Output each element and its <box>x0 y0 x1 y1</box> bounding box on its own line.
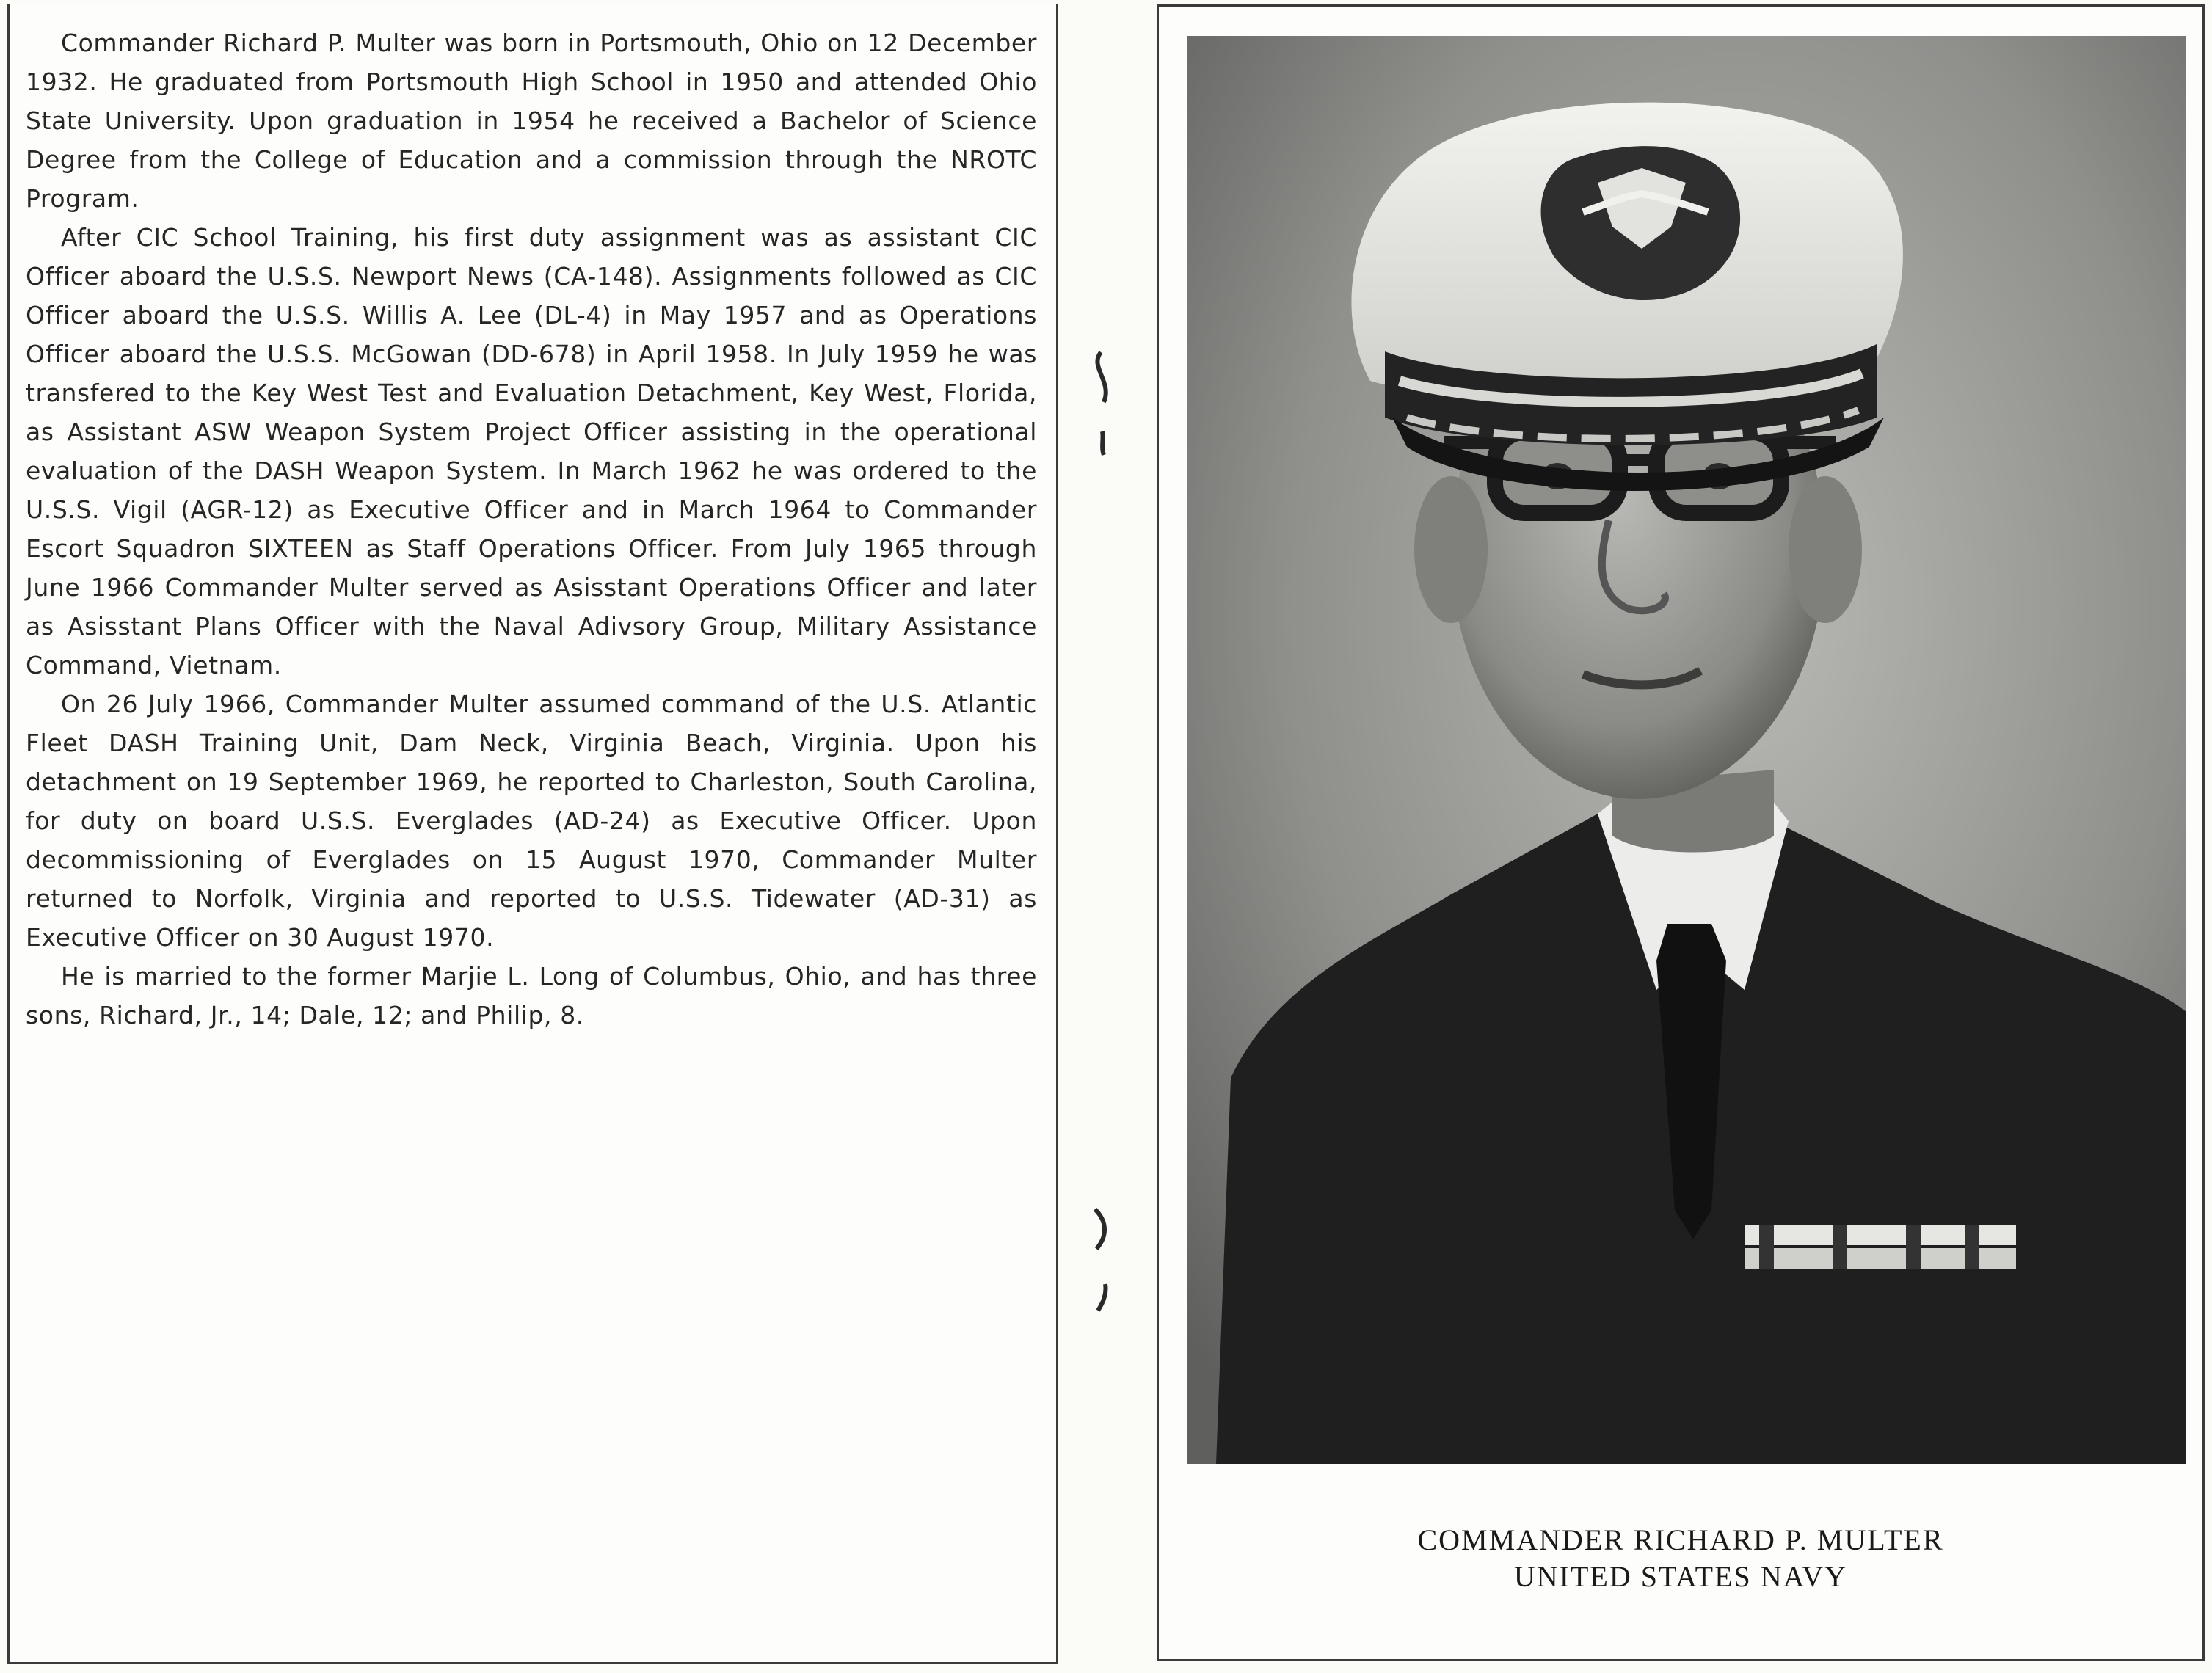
portrait-caption-name: COMMANDER RICHARD P. MULTER <box>1417 1523 1944 1556</box>
biography-paragraph-1: Commander Richard P. Multer was born in Portsmouth, Ohio on 12 December 1932. He graduated from Portsmouth High School in 1950 and attended Ohio State University. Upon graduation in 1954 he received a Bachelor of Science Degree from the College of Education and a commission through the NROTC Program. <box>26 29 1037 213</box>
officer-portrait-photo <box>1187 36 2186 1464</box>
biography-text <box>26 23 1037 1035</box>
biography-paragraph-2: After CIC School Training, his first duty assignment was as assistant CIC Officer aboard the U.S.S. Newport News (CA-148). Assignments followed as CIC Officer aboard the U.S.S. Willis A. Lee (DL-4) in May 1957 and as Operations Officer aboard the U.S.S. McGowan (DD-678) in April 1958. In July 1959 he was transfered to the Key West Test and Evaluation Detachment, Key West, Florida, as Assistant ASW Weapon System Project Officer assisting in the operational evaluation of the DASH Weapon System. In March 1962 he was ordered to the U.S.S. Vigil (AGR-12) as Executive Officer and in March 1964 to Commander Escort Squadron SIXTEEN as Staff Operations Officer. From July 1965 through June 1966 Commander Multer served as Asisstant Operations Officer and later as Asisstant Plans Officer with the Naval Adivsory Group, Military Assistance Command, Vietnam. <box>26 223 1037 679</box>
left-page <box>7 4 1058 1664</box>
portrait-caption-service: UNITED STATES NAVY <box>1513 1560 1848 1593</box>
portrait-illustration <box>1187 36 2186 1464</box>
right-page <box>1157 4 2205 1661</box>
biography-paragraph-4: He is married to the former Marjie L. Long of Columbus, Ohio, and has three sons, Richard, Jr., 14; Dale, 12; and Philip, 8. <box>26 962 1037 1029</box>
biography-paragraph-3: On 26 July 1966, Commander Multer assumed command of the U.S. Atlantic Fleet DASH Training Unit, Dam Neck, Virginia Beach, Virginia. Upon his detachment on 19 September 1969, he reported to Charleston, South Carolina, for duty on board U.S.S. Everglades (AD-24) as Executive Officer. Upon decommissioning of Everglades on 15 August 1970, Commander Multer returned to Norfolk, Virginia and reported to U.S.S. Tidewater (AD-31) as Executive Officer on 30 August 1970. <box>26 690 1037 952</box>
binding-staple-lower <box>1079 1203 1123 1321</box>
binding-staple-upper <box>1079 345 1123 462</box>
